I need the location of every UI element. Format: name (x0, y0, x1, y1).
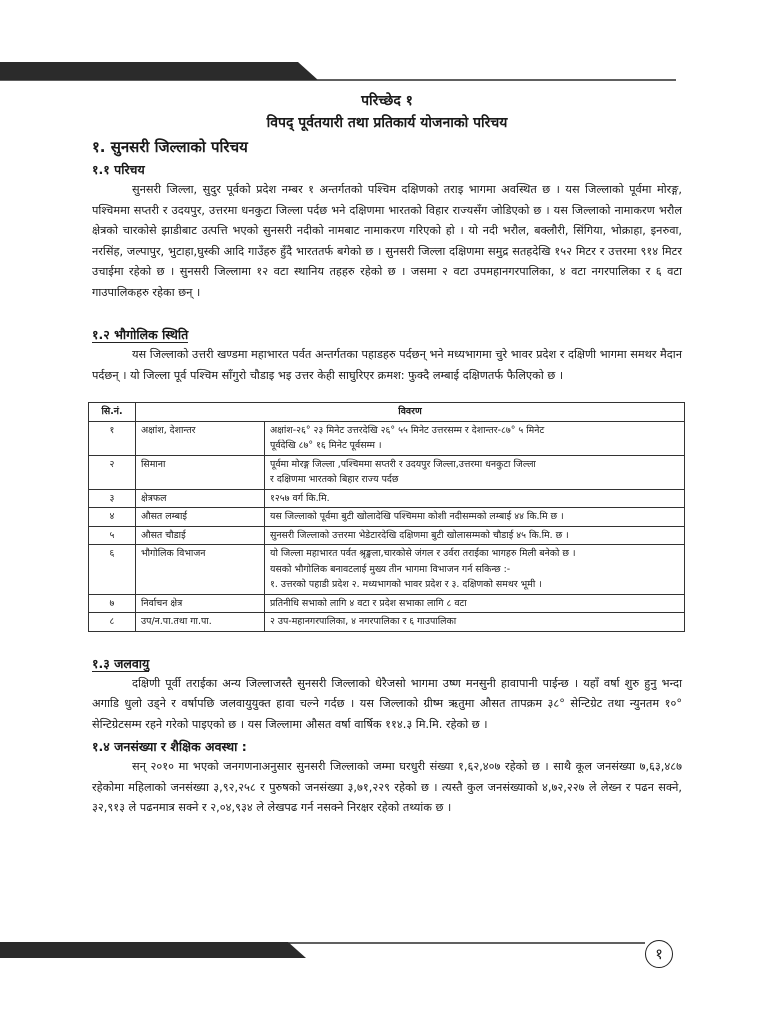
table-cell-label: औसत चौडाई (136, 526, 265, 545)
table-cell-detail (265, 613, 685, 632)
header-band (0, 62, 768, 82)
table-cell-num: ८ (89, 613, 136, 632)
table-cell-detail (265, 594, 685, 613)
table-cell-detail (265, 508, 685, 527)
table-cell-num: ५ (89, 526, 136, 545)
section-1-2-heading (92, 325, 682, 345)
section-1-2-paragraph: यस जिल्लाको उत्तरी खण्डमा महाभारत पर्वत अन्तर्गतका पहाडहरु पर्दछन् भने मध्यभागमा चुरे भावर प्रदेश र दक्षिणी भागमा समथर मैदान पर्दछन् । यो जिल्ला पूर्व पश्चिम साँगुरो चौडाइ भइ उत्तर केही साघुरिएर क्रमश: फुक्दै लम्बाई दक्षिणतर्फ फैलिएको छ । (92, 348, 682, 382)
document-body (92, 90, 682, 819)
chapter-number: परिच्छेद १ (361, 93, 413, 109)
table-row (89, 508, 685, 527)
geography-table (88, 402, 685, 632)
table-cell-line: २ उप-महानगरपालिका, ४ नगरपालिका र ६ गाउपालिका (270, 616, 457, 627)
chapter-title: विपद् पूर्वतयारी तथा प्रतिकार्य योजनाको परिचय (266, 115, 508, 131)
table-cell-line: यसको भौगोलिक बनावटलाई मुख्य तीन भागमा विभाजन गर्न सकिन्छ :- (270, 563, 511, 575)
table-cell-num: ३ (89, 489, 136, 508)
table-cell-num: ४ (89, 508, 136, 527)
section-1-3-paragraph: दक्षिणी पूर्वी तराईका अन्य जिल्लाजस्तै सुनसरी जिल्लाको धेरैजसो भागमा उष्ण मनसुनी हावापानी पाईन्छ । यहाँ वर्षा शुरु हुनु भन्दा अगाडि धुलो उड्ने र वर्षापछि जलवायुयुक्त हावा चल्ने गर्दछ । यस जिल्लाको ग्रीष्म ऋतुमा औसत तापक्रम ३८° सेन्टिग्रेट तथा न्युनतम १०° सेन्टिग्रेटसम्म रहने गरेको पाइएको छ । यस जिल्लामा औसत वर्षा वार्षिक ११४.३ मि.मि. रहेको छ । (92, 676, 682, 731)
table-cell-detail (265, 489, 685, 508)
table-cell-line: र दक्षिणमा भारतको बिहार राज्य पर्दछ (270, 474, 399, 485)
table-cell-label: निर्वाचन क्षेत्र (136, 594, 265, 613)
table-cell-detail (265, 455, 685, 489)
table-row (89, 455, 685, 489)
table-header-detail: विवरण (136, 403, 685, 422)
table-row (89, 613, 685, 632)
table-cell-num: २ (89, 455, 136, 489)
table-cell-label: सिमाना (136, 455, 265, 489)
table-cell-detail (265, 526, 685, 545)
section-1-heading: १. सुनसरी जिल्लाको परिचय (92, 138, 248, 156)
section-1-4-heading: १.४ जनसंख्या र शैक्षिक अवस्था : (92, 739, 247, 754)
table-row (89, 489, 685, 508)
section-1-2-heading-text: १.२ भौगोलिक स्थिति (92, 327, 189, 342)
table-cell-num: ६ (89, 545, 136, 595)
table-cell-label: क्षेत्रफल (136, 489, 265, 508)
table-cell-label: भौगोलिक विभाजन (136, 545, 265, 595)
table-cell-line: १२५७ वर्ग कि.मि. (270, 492, 330, 504)
section-1-1-paragraph: सुनसरी जिल्ला, सुदुर पूर्वको प्रदेश नम्बर १ अन्तर्गतको पश्चिम दक्षिणको तराइ भागमा अवस्थित छ । यस जिल्लाको पूर्वमा मोरङ्ग, पश्चिममा सप्तरी र उदयपुर, उत्तरमा धनकुटा जिल्ला पर्दछ भने दक्षिणमा भारतको विहार राज्यसँग जोडिएको छ । यस जिल्लाको नामाकरण भरौल क्षेत्रको चारकोसे झाडीबाट उत्पत्ति भएको सुनसरी नदीको नामबाट नामाकरण गरिएको हो । यो नदी भरौल, बक्लौरी, सिंगिया, भोक्राहा, इनरुवा, नरसिंह, जल्पापुर, भुटाहा,घुस्की आदि गाउँहरु हुँदै भारततर्फ बगेको छ । सुनसरी जिल्ला दक्षिणमा समुद्र सतहदेखि १५२ मिटर र उत्तरमा ९१४ मिटर उचाईमा रहेको छ । सुनसरी जिल्लामा १२ वटा स्थानिय तहहरु रहेको छ । जसमा २ वटा उपमहानगरपालिका, ४ वटा नगरपालिका र ६ वटा गाउपालिकहरु रहेका छन् । (92, 183, 682, 299)
table-row (89, 421, 685, 455)
table-header-row (89, 403, 685, 422)
section-1-3-heading (92, 654, 682, 674)
table-body (89, 421, 685, 631)
table-cell-label: औसत लम्बाई (136, 508, 265, 527)
table-row (89, 594, 685, 613)
table-row (89, 526, 685, 545)
table-cell-num: ७ (89, 594, 136, 613)
section-1-4-paragraph: सन् २०१० मा भएको जनगणनाअनुसार सुनसरी जिल्लाको जम्मा घरधुरी संख्या १,६२,४०७ रहेको छ । साथै कूल जनसंख्या ७,६३,४८७ रहेकोमा महिलाको जनसंख्या ३,९२,२५८ र पुरुषको जनसंख्या ३,७१,२२९ रहेको छ । त्यस्तै कुल जनसंख्याको ४,७२,२२७ ले लेख्न र पढन सक्ने, ३२,९१३ ले पढनमात्र सक्ने र २,०४,९३४ ले लेखपढ गर्न नसक्ने निरक्षर रहेको तथ्यांक छ । (92, 760, 682, 814)
table-cell-line: पूर्वदेखि ८७° १६ मिनेट पूर्वसम्म । (270, 440, 382, 451)
table-cell-num: १ (89, 421, 136, 455)
table-cell-line: प्रतिनीधि सभाको लागि ४ वटा र प्रदेश सभाका लागि ८ वटा (270, 597, 467, 609)
table-cell-detail (265, 421, 685, 455)
table-cell-line: १. उत्तरको पहाडी प्रदेश २. मध्यभागको भावर प्रदेश र ३. दक्षिणको समथर भूमी । (270, 579, 542, 590)
table-cell-detail (265, 545, 685, 595)
table-row (89, 545, 685, 595)
table-cell-line: यो जिल्ला महाभारत पर्वत श्रृङ्खला,चारकोसे जंगल र उर्वरा तराईका भागहरु मिली बनेको छ । (270, 548, 576, 559)
table-cell-line: यस जिल्लाको पूर्वमा बुटी खोलादेखि पश्चिममा कोशी नदीसम्मको लम्बाई ४४ कि.मि छ । (270, 511, 564, 522)
table-cell-line: अक्षांश-२६° २३ मिनेट उत्तरदेखि २६° ५५ मिनेट उत्तरसम्म र देशान्तर-८७° ५ मिनेट (270, 424, 545, 436)
table-cell-line: पूर्वमा मोरङ्ग जिल्ला ,पश्चिममा सप्तरी र उदयपुर जिल्ला,उत्तरमा धनकुटा जिल्ला (270, 458, 536, 470)
page-number: १ (645, 940, 673, 968)
section-1-1-heading: १.१ परिचय (92, 162, 145, 177)
table-cell-label: अक्षांश, देशान्तर (136, 421, 265, 455)
table-cell-line: सुनसरी जिल्लाको उत्तरमा भेडेटारदेखि दक्षिणमा बुटी खोलासम्मको चौडाई ४५ कि.मि. छ । (270, 529, 569, 541)
table-header-num: सि.नं. (89, 403, 136, 422)
section-1-3-heading-text: १.३ जलवायु (92, 655, 150, 671)
table-cell-label: उप/न.पा.तथा गा.पा. (136, 613, 265, 632)
